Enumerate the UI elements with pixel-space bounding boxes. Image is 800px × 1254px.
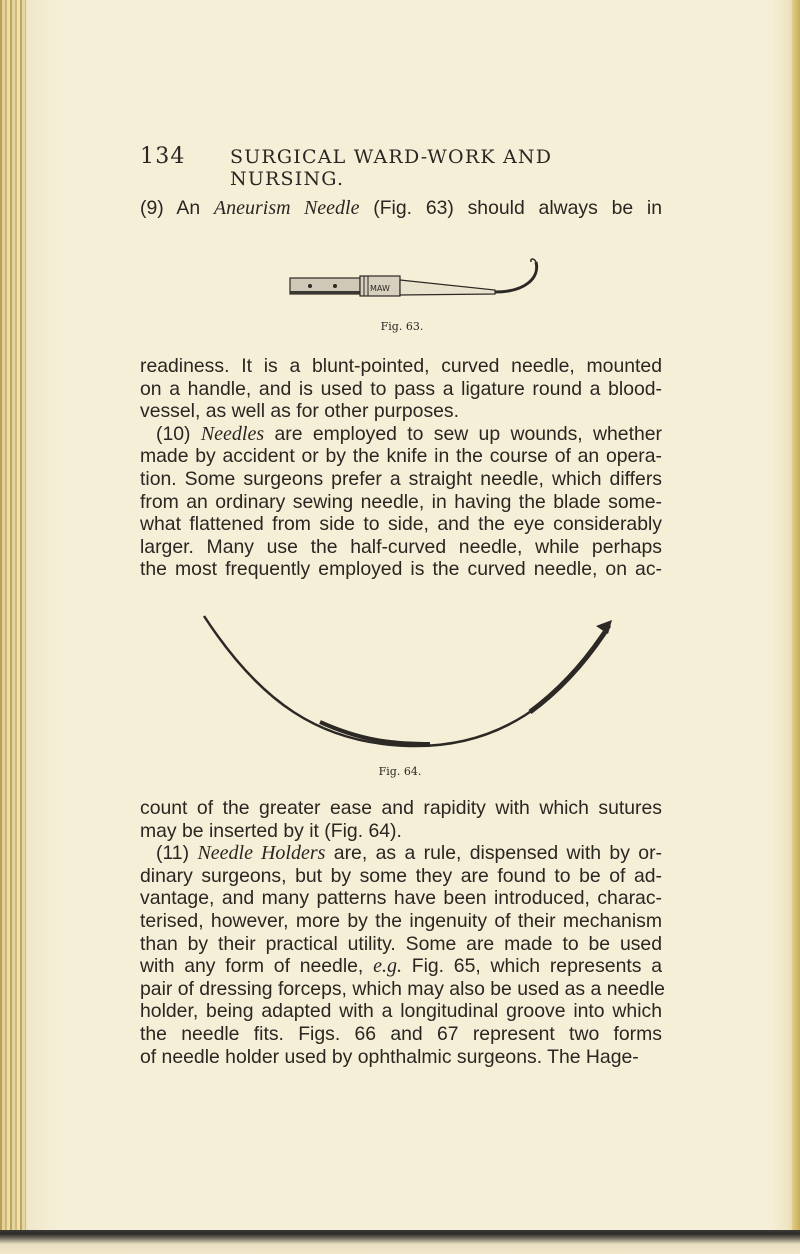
figure-63-caption: Fig. 63. — [380, 320, 424, 333]
text-line: than by their practical utility. Some are made to be used — [140, 932, 662, 955]
binding-edge — [0, 0, 26, 1254]
text-line: (10) Needles are employed to sew up wounds, whether — [156, 422, 663, 445]
text-line: made by accident or by the knife in the course of an opera- — [140, 445, 662, 468]
page-right-edge — [792, 0, 800, 1254]
text-line: what flattened from side to side, and the eye considerably — [140, 513, 662, 536]
text-line: (9) An Aneurism Needle (Fig. 63) should always be in — [140, 197, 663, 219]
figure-64-curved-needle — [200, 612, 620, 762]
text-line: holder, being adapted with a longitudinal groove into which — [140, 1000, 662, 1023]
text-line: count of the greater ease and rapidity with which sutures — [140, 797, 662, 819]
text-line: from an ordinary sewing needle, in having the blade some- — [140, 490, 662, 513]
figure-64-caption: Fig. 64. — [378, 765, 422, 778]
page-number: 134 — [140, 144, 186, 169]
paragraph-needles — [140, 355, 662, 581]
text-line: tion. Some surgeons prefer a straight needle, which differs — [140, 467, 662, 490]
text-line: may be inserted by it (Fig. 64). — [140, 819, 402, 842]
text-line: pair of dressing forceps, which may also be used as a needle — [140, 977, 665, 1000]
text-line: of needle holder used by ophthalmic surgeons. The Hage- — [140, 1045, 639, 1068]
text-line: (11) Needle Holders are, as a rule, dispensed with by or- — [156, 842, 662, 865]
figure-63-aneurism-needle — [290, 258, 550, 318]
text-line: on a handle, and is used to pass a ligature round a blood- — [140, 377, 662, 400]
running-head-title: SURGICAL WARD-WORK AND NURSING. — [230, 146, 553, 190]
text-line: the needle fits. Figs. 66 and 67 represent two forms — [140, 1022, 662, 1045]
figure-63-handle-mark: MAW — [370, 284, 390, 293]
text-line: the most frequently employed is the curved needle, on ac- — [140, 558, 662, 581]
text-line: dinary surgeons, but by some they are found to be of ad- — [140, 864, 662, 887]
text-line: vantage, and many patterns have been introduced, charac- — [140, 887, 662, 910]
text-line: readiness. It is a blunt-pointed, curved needle, mounted — [140, 355, 662, 377]
text-line: vessel, as well as for other purposes. — [140, 400, 460, 423]
text-line: with any form of needle, e.g. Fig. 65, which represents a — [140, 955, 662, 978]
paragraph-needle-holders — [140, 797, 665, 1068]
text-line: terised, however, more by the ingenuity of their mechanism — [140, 909, 662, 932]
text-line: larger. Many use the half-curved needle, while perhaps — [140, 535, 662, 558]
running-header — [140, 144, 660, 190]
paragraph-aneurism-needle-intro — [140, 197, 662, 220]
page-bottom-edge — [0, 1230, 800, 1254]
